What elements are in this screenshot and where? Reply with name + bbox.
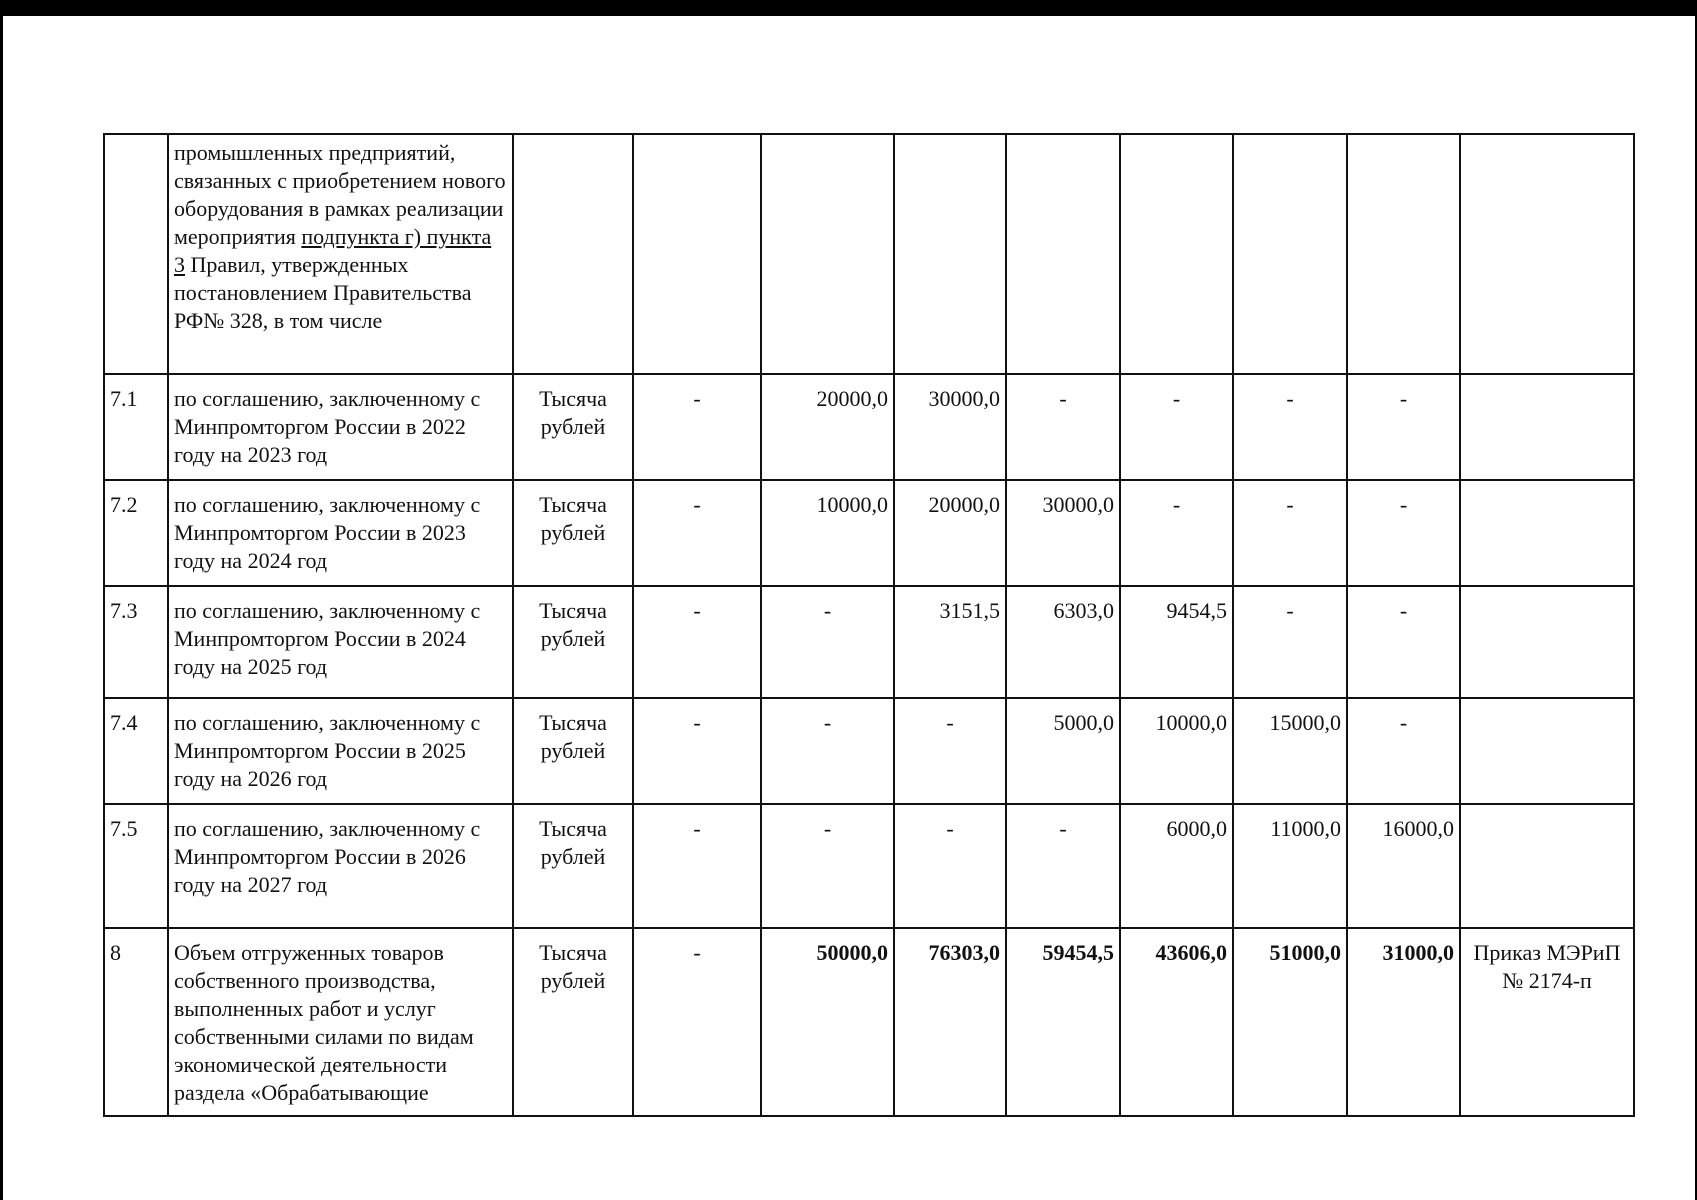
unit-cell: Тысяча рублей — [513, 698, 633, 804]
value-cell: 10000,0 — [761, 480, 894, 586]
value-cell: 15000,0 — [1233, 698, 1347, 804]
row-description-cell: по соглашению, заключенному с Минпромторгом России в 2026 году на 2027 год — [168, 804, 513, 928]
value-cell: 30000,0 — [1006, 480, 1120, 586]
value-cell: 16000,0 — [1347, 804, 1460, 928]
row-description-cell: Объем отгруженных товаров собственного производства, выполненных работ и услуг собственными силами по видам экономической деятельности раздела «Обрабатывающие — [168, 928, 513, 1116]
value-cell — [894, 134, 1006, 374]
value-cell — [633, 134, 761, 374]
value-cell: - — [894, 698, 1006, 804]
intro-text-link[interactable]: подпункта г) пункта 3 — [174, 224, 492, 277]
value-cell: - — [1347, 586, 1460, 698]
value-cell: 11000,0 — [1233, 804, 1347, 928]
value-cell: - — [1120, 374, 1233, 480]
table-row — [104, 480, 1634, 586]
value-cell: 6303,0 — [1006, 586, 1120, 698]
value-cell: 43606,0 — [1120, 928, 1233, 1116]
table-row — [104, 374, 1634, 480]
source-cell — [1460, 804, 1634, 928]
value-cell — [1006, 134, 1120, 374]
row-description-cell: по соглашению, заключенному с Минпромторгом России в 2023 году на 2024 год — [168, 480, 513, 586]
row-description-cell: по соглашению, заключенному с Минпромторгом России в 2024 году на 2025 год — [168, 586, 513, 698]
value-cell: 3151,5 — [894, 586, 1006, 698]
value-cell: 31000,0 — [1347, 928, 1460, 1116]
intro-text-part2: Правил, утвержденных постановлением Правительства РФ№ 328, в том числе — [174, 252, 472, 333]
value-cell: 59454,5 — [1006, 928, 1120, 1116]
source-cell — [1460, 480, 1634, 586]
row-number-cell: 7.5 — [104, 804, 168, 928]
row-description-cell — [168, 134, 513, 374]
value-cell: 9454,5 — [1120, 586, 1233, 698]
value-cell: - — [1006, 804, 1120, 928]
value-cell: 20000,0 — [761, 374, 894, 480]
unit-cell: Тысяча рублей — [513, 374, 633, 480]
row-number-cell: 7.2 — [104, 480, 168, 586]
source-cell — [1460, 374, 1634, 480]
value-cell: - — [1233, 480, 1347, 586]
table-row — [104, 928, 1634, 1116]
value-cell: - — [761, 698, 894, 804]
value-cell: - — [1347, 480, 1460, 586]
source-cell: Приказ МЭРиП № 2174-п — [1460, 928, 1634, 1116]
value-cell — [1120, 134, 1233, 374]
value-cell: - — [633, 480, 761, 586]
row-number-cell — [104, 134, 168, 374]
source-cell — [1460, 134, 1634, 374]
value-cell: 30000,0 — [894, 374, 1006, 480]
unit-cell — [513, 134, 633, 374]
row-number-cell: 7.1 — [104, 374, 168, 480]
table-row — [104, 586, 1634, 698]
value-cell: - — [633, 374, 761, 480]
value-cell: - — [1347, 698, 1460, 804]
value-cell: - — [1006, 374, 1120, 480]
unit-cell: Тысяча рублей — [513, 480, 633, 586]
value-cell: 50000,0 — [761, 928, 894, 1116]
table-row-intro — [104, 134, 1634, 374]
value-cell: - — [761, 804, 894, 928]
value-cell: - — [633, 928, 761, 1116]
value-cell: - — [761, 586, 894, 698]
value-cell: - — [633, 698, 761, 804]
table-row — [104, 698, 1634, 804]
source-cell — [1460, 586, 1634, 698]
value-cell: - — [1233, 374, 1347, 480]
row-number-cell: 7.4 — [104, 698, 168, 804]
value-cell: - — [1347, 374, 1460, 480]
value-cell — [761, 134, 894, 374]
value-cell: - — [1233, 586, 1347, 698]
row-description-cell: по соглашению, заключенному с Минпромторгом России в 2025 году на 2026 год — [168, 698, 513, 804]
unit-cell: Тысяча рублей — [513, 804, 633, 928]
row-description-cell: по соглашению, заключенному с Минпромторгом России в 2022 году на 2023 год — [168, 374, 513, 480]
value-cell: 10000,0 — [1120, 698, 1233, 804]
scan-border-top — [0, 0, 1697, 16]
scan-border-left — [0, 16, 3, 1200]
value-cell: 6000,0 — [1120, 804, 1233, 928]
table-row — [104, 804, 1634, 928]
value-cell: 20000,0 — [894, 480, 1006, 586]
value-cell: - — [1120, 480, 1233, 586]
unit-cell: Тысяча рублей — [513, 928, 633, 1116]
value-cell: - — [633, 804, 761, 928]
value-cell: - — [633, 586, 761, 698]
source-cell — [1460, 698, 1634, 804]
value-cell — [1347, 134, 1460, 374]
value-cell: - — [894, 804, 1006, 928]
row-number-cell: 7.3 — [104, 586, 168, 698]
value-cell — [1233, 134, 1347, 374]
intro-text-part1: промышленных предприятий, связанных с приобретением нового оборудования в рамках реализации мероприятия — [174, 140, 506, 249]
row-number-cell: 8 — [104, 928, 168, 1116]
unit-cell: Тысяча рублей — [513, 586, 633, 698]
indicators-table — [103, 133, 1635, 1117]
value-cell: 5000,0 — [1006, 698, 1120, 804]
value-cell: 76303,0 — [894, 928, 1006, 1116]
value-cell: 51000,0 — [1233, 928, 1347, 1116]
